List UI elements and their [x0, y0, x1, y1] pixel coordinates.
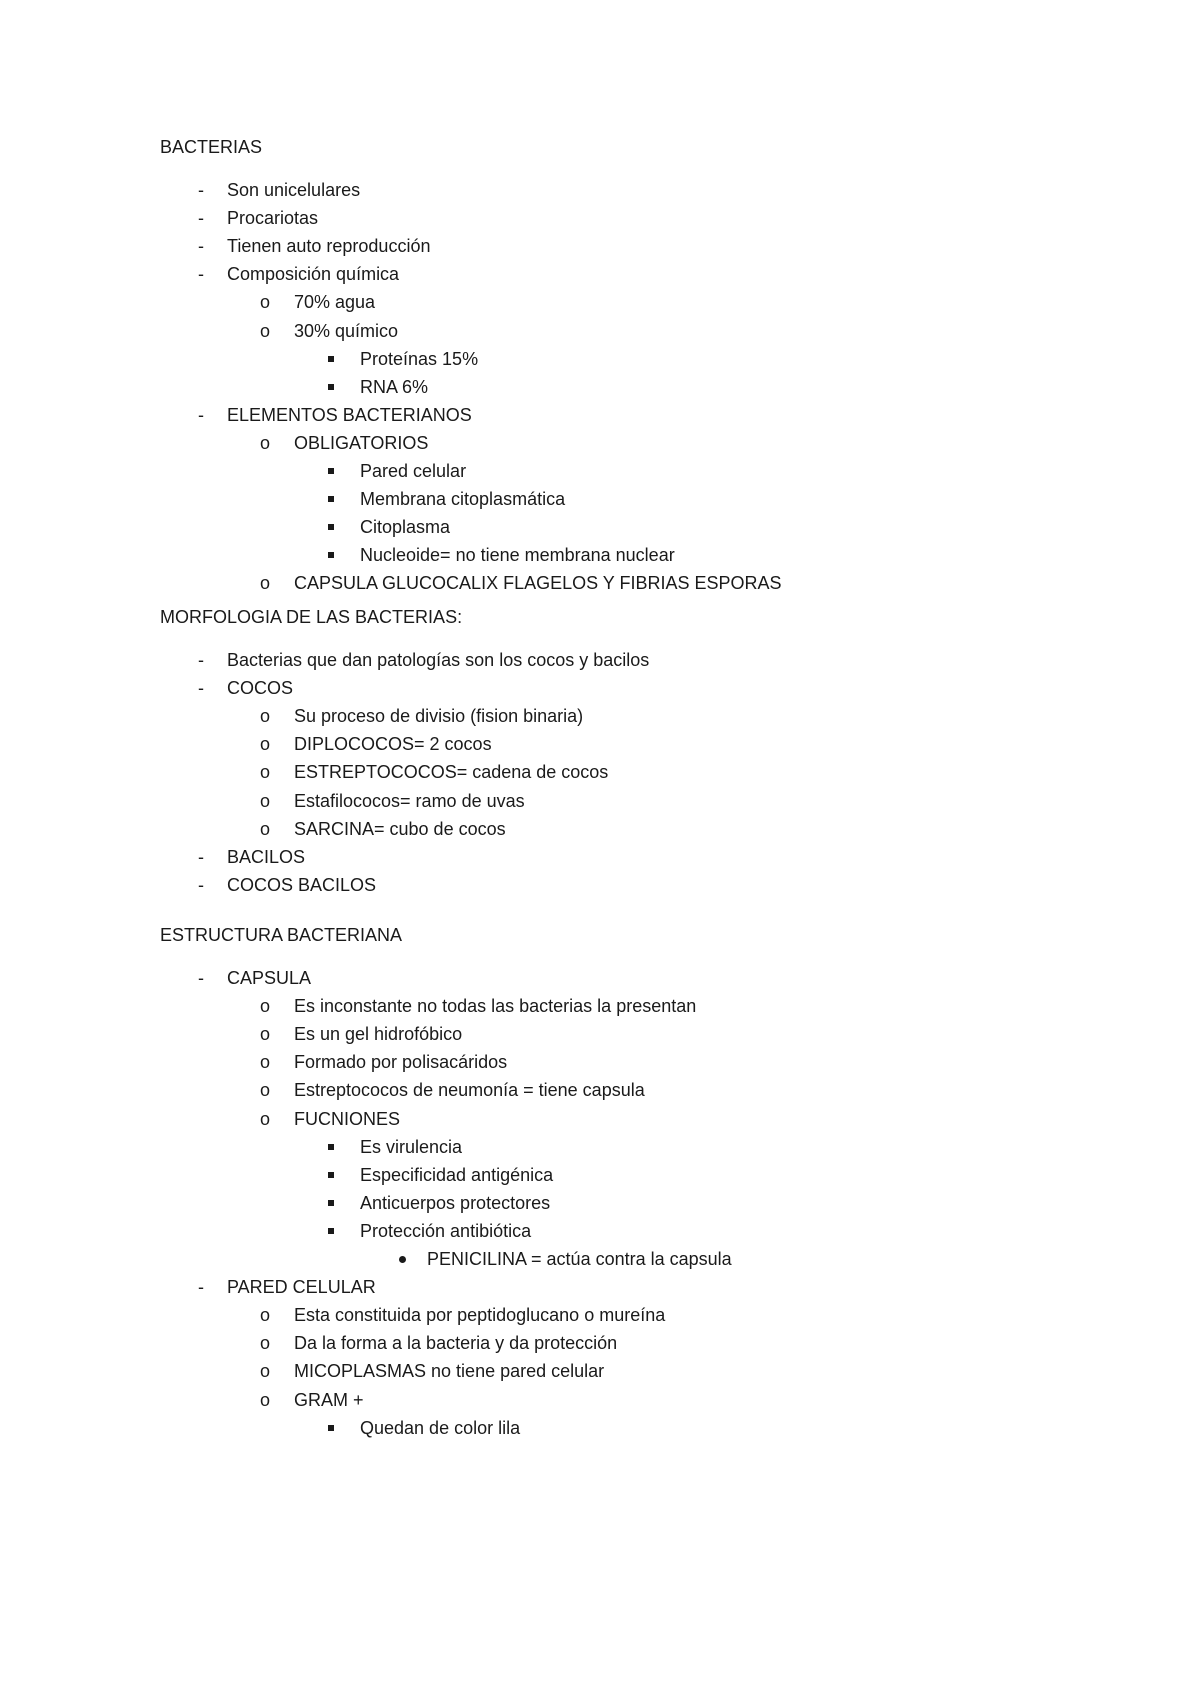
list-item: COCOS BACILOS: [227, 874, 377, 895]
list-item: Especificidad antigénica: [360, 1164, 554, 1185]
square-bullet-icon: [328, 524, 334, 530]
list-item: Nucleoide= no tiene membrana nuclear: [360, 545, 675, 566]
list-item: PARED CELULAR: [227, 1277, 376, 1298]
square-bullet-icon: [328, 1228, 334, 1234]
dash-bullet: -: [198, 650, 204, 670]
square-bullet-icon: [328, 468, 334, 474]
list-item: FUCNIONES: [294, 1108, 401, 1129]
circle-bullet: o: [260, 996, 271, 1017]
circle-bullet: o: [260, 1024, 271, 1045]
list-item: Procariotas: [227, 208, 319, 229]
dash-bullet: -: [198, 678, 204, 699]
list-item: BACILOS: [227, 846, 306, 867]
dash-bullet: -: [198, 846, 204, 867]
dash-bullet: -: [198, 1277, 204, 1298]
square-bullet-icon: [328, 1172, 334, 1178]
list-item: RNA 6%: [360, 376, 429, 397]
circle-bullet: o: [260, 818, 271, 839]
circle-bullet: o: [260, 790, 271, 811]
list-item: Bacterias que dan patologías son los cocos y bacilos: [227, 650, 650, 670]
list-item: ESTREPTOCOCOS= cadena de cocos: [294, 762, 609, 783]
list-item: GRAM +: [294, 1389, 364, 1410]
list-item: COCOS: [227, 678, 294, 699]
circle-bullet: o: [260, 1080, 271, 1101]
list-item: Es inconstante no todas las bacterias la presentan: [294, 996, 697, 1017]
square-bullet-icon: [328, 552, 334, 558]
list-item: Citoplasma: [360, 517, 451, 538]
list-item: Estreptococos de neumonía = tiene capsula: [294, 1080, 645, 1101]
list-item: Formado por polisacáridos: [294, 1052, 508, 1073]
list-item: Proteínas 15%: [360, 348, 479, 369]
list-item: Quedan de color lila: [360, 1417, 521, 1438]
dash-bullet: -: [198, 264, 204, 285]
list-item: Es un gel hidrofóbico: [294, 1024, 463, 1045]
square-bullet-icon: [328, 1425, 334, 1431]
list-item: CAPSULA: [227, 968, 312, 988]
square-bullet-icon: [328, 384, 334, 390]
circle-bullet: o: [260, 762, 271, 783]
circle-bullet: o: [260, 320, 271, 341]
circle-bullet: o: [260, 1361, 271, 1382]
list-item: Estafilococos= ramo de uvas: [294, 790, 525, 811]
list-item: Protección antibiótica: [360, 1220, 532, 1241]
list-item: Son unicelulares: [227, 180, 361, 200]
list-item: Tienen auto reproducción: [227, 236, 431, 257]
circle-bullet: o: [260, 432, 271, 453]
list-item: 30% químico: [294, 320, 399, 341]
circle-bullet: o: [260, 1108, 271, 1129]
square-bullet-icon: [328, 1144, 334, 1150]
list-item: CAPSULA GLUCOCALIX FLAGELOS Y FIBRIAS ESPORAS: [294, 573, 782, 594]
list-item: Composición química: [227, 264, 400, 285]
circle-bullet: o: [260, 1052, 271, 1073]
list-item: Es virulencia: [360, 1136, 463, 1157]
list-item: SARCINA= cubo de cocos: [294, 818, 506, 839]
section-heading: BACTERIAS: [160, 137, 263, 157]
circle-bullet: o: [260, 292, 271, 313]
square-bullet-icon: [328, 1200, 334, 1206]
dash-bullet: -: [198, 180, 204, 200]
circle-bullet: o: [260, 573, 271, 594]
list-item: DIPLOCOCOS= 2 cocos: [294, 734, 492, 755]
circle-bullet: o: [260, 1333, 271, 1354]
list-item: Da la forma a la bacteria y da protección: [294, 1333, 618, 1354]
dash-bullet: -: [198, 208, 204, 229]
list-item: Su proceso de divisio (fision binaria): [294, 706, 584, 727]
section-heading: MORFOLOGIA DE LAS BACTERIAS:: [160, 607, 463, 627]
square-bullet-icon: [328, 356, 334, 362]
list-item: PENICILINA = actúa contra la capsula: [427, 1249, 732, 1269]
circle-bullet: o: [260, 706, 271, 727]
list-item: Membrana citoplasmática: [360, 489, 566, 510]
dash-bullet: -: [198, 874, 204, 895]
list-item: MICOPLASMAS no tiene pared celular: [294, 1361, 605, 1382]
list-item: ELEMENTOS BACTERIANOS: [227, 404, 472, 425]
circle-bullet: o: [260, 1389, 271, 1410]
square-bullet-icon: [328, 496, 334, 502]
section-heading: ESTRUCTURA BACTERIANA: [160, 925, 403, 945]
dash-bullet: -: [198, 404, 204, 425]
dash-bullet: -: [198, 236, 204, 257]
circle-bullet: o: [260, 734, 271, 755]
dot-bullet-icon: [399, 1256, 406, 1263]
circle-bullet: o: [260, 1305, 271, 1326]
list-item: Anticuerpos protectores: [360, 1192, 551, 1213]
list-item: OBLIGATORIOS: [294, 432, 429, 453]
list-item: 70% agua: [294, 292, 376, 313]
dash-bullet: -: [198, 968, 204, 988]
list-item: Pared celular: [360, 461, 467, 481]
list-item: Esta constituida por peptidoglucano o mureína: [294, 1305, 666, 1326]
